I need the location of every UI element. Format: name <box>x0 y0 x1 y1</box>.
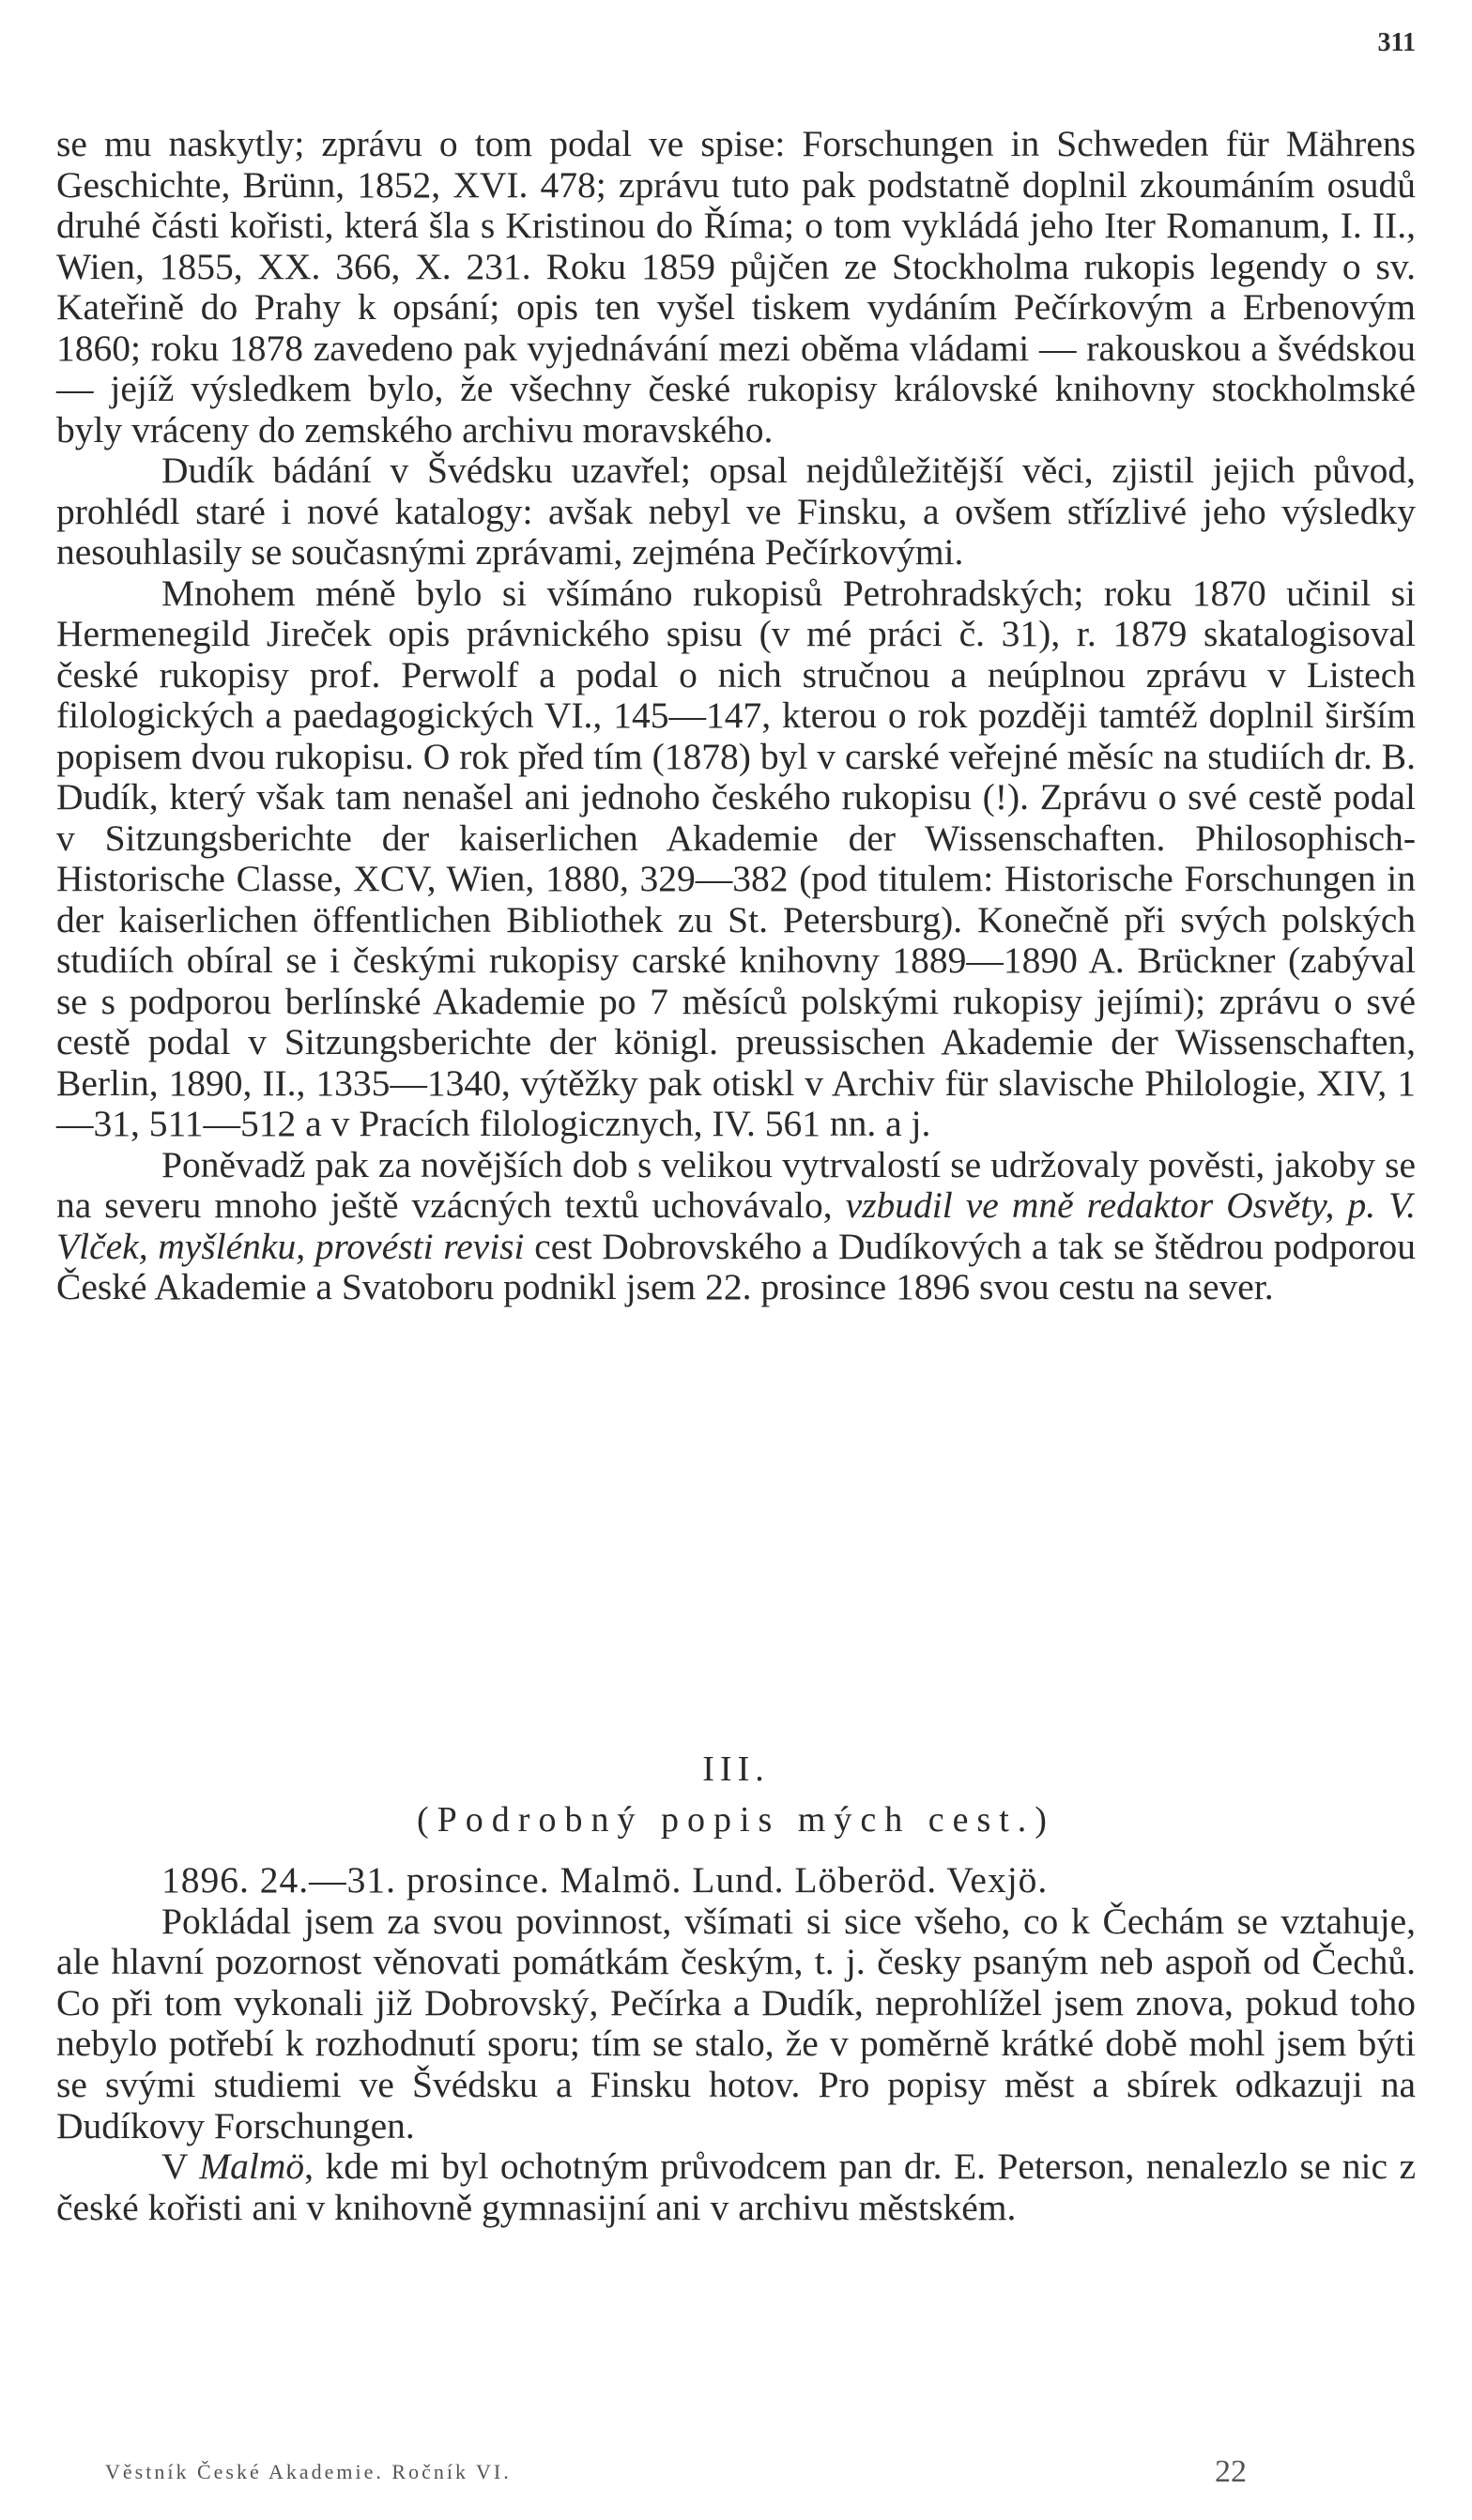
page-number: 311 <box>1377 28 1416 57</box>
page-footer <box>56 2454 1416 2492</box>
journal-title: Věstník České Akademie. Ročník VI. <box>105 2460 512 2483</box>
section-subtitle: (Podrobný popis mých cest.) <box>417 1800 1055 1840</box>
paragraph: Mnohem méně bylo si všímáno rukopisů Petrohradských; roku 1870 učinil si Hermenegild Jireček opis právnického spisu (v mé práci č. 31), r. 1879 skatalogisoval české rukopisy prof. Perwolf a podal o nich stručnou a neúplnou zprávu v Listech filologických a paedagogických VI., 145—147, kterou o rok později tamtéž doplnil širším popisem dvou rukopisu. O rok před tím (1878) byl v carské veřejné měsíc na studiích dr. B. Dudík, který však tam nenašel ani jednoho českého rukopisu (!). Zprávu o své cestě podal v Sitzungsberichte der kaiserlichen Akademie der Wissenschaften. Philosophisch-Historische Classe, XCV, Wien, 1880, 329—382 (pod titulem: Historische Forschungen in der kaiserlichen öffentlichen Bibliothek zu St. Petersburg). Konečně při svých polských studiích obíral se i českými rukopisy carské knihovny 1889—1890 A. Brückner (zabýval se s podporou berlínské Akademie po 7 měsíců polskými rukopisy jejími); zprávu o své cestě podal v Sitzungsberichte der königl. preussischen Akademie der Wissenschaften, Berlin, 1890, II., 1335—1340, výtěžky pak otiskl v Archiv für slavische Philologie, XIV, 1—31, 511—512 a v Pracích filologicznych, IV. 561 nn. a j. <box>56 572 1416 1144</box>
paragraph-text: cest Dobrovského a Dudíkových a tak se štědrou podporou České Akademie a Svatoboru podnikl jsem 22. prosince 1896 svou cestu na sever. <box>56 1225 1416 1307</box>
paragraph-text: V <box>161 2146 200 2188</box>
paragraph-text: Poněvadž pak za novějších dob s velikou vytrvalostí se udržovaly pověsti, jakoby se na severu mnoho ještě vzácných textů uchovávalo, <box>56 1143 1416 1226</box>
section-text-block <box>56 1860 1416 2228</box>
paragraph <box>56 2146 1416 2228</box>
paragraph-italic-text: vzbudil ve mně redaktor Osvěty, p. V. Vlček, myšlénku, provésti revisi <box>56 1184 1416 1267</box>
paragraph: Dudík bádání v Švédsku uzavřel; opsal nejdůležitější věci, zjistil jejich původ, prohlédl staré i nové katalogy: avšak nebyl ve Finsku, a ovšem střízlivé jeho výsledky nesouhlasily se současnými zprávami, zejména Pečírkovými. <box>56 450 1416 573</box>
signature-mark: 22 <box>1215 2454 1247 2489</box>
section-number: III. <box>702 1749 770 1789</box>
dateline: 1896. 24.—31. prosince. Malmö. Lund. Löberöd. Vexjö. <box>161 1859 1049 1901</box>
paragraph <box>56 1145 1416 1308</box>
section-heading <box>56 1748 1416 1845</box>
paragraph: Pokládal jsem za svou povinnost, všímati si sice všeho, co k Čechám se vztahuje, ale hlavní pozornost věnovati pomátkám českým, t. j. česky psaným neb aspoň od Čechů. Co při tom vykonali již Dobrovský, Pečírka a Dudík, neprohlížel jsem znova, pokud toho nebylo potřebí k rozhodnutí sporu; tím se stalo, že v poměrně krátké době mohl jsem býti se svými studiemi ve Švédsku a Finsku hotov. Pro popisy měst a sbírek odkazuji na Dudíkovy Forschungen. <box>56 1900 1416 2146</box>
main-text-block <box>56 124 1416 1308</box>
paragraph-text: , kde mi byl ochotným průvodcem pan dr. E. Peterson, nenalezlo se nic z české kořisti ani v knihovně gymnasijní ani v archivu městském. <box>56 2146 1416 2228</box>
paragraph: se mu naskytly; zprávu o tom podal ve spise: Forschungen in Schweden für Mährens Geschichte, Brünn, 1852, XVI. 478; zprávu tuto pak podstatně doplnil zkoumáním osudů druhé části kořisti, která šla s Kristinou do Říma; o tom vykládá jeho Iter Romanum, I. II., Wien, 1855, XX. 366, X. 231. Roku 1859 půjčen ze Stockholma rukopis legendy o sv. Kateřině do Prahy k opsání; opis ten vyšel tiskem vydáním Pečírkovým a Erbenovým 1860; roku 1878 zavedeno pak vyjednávání mezi oběma vládami — rakouskou a švédskou — jejíž výsledkem bylo, že všechny české rukopisy královské knihovny stockholmské byly vráceny do zemského archivu moravského. <box>56 123 1416 451</box>
paragraph-italic-text: Malmö <box>199 2146 305 2188</box>
